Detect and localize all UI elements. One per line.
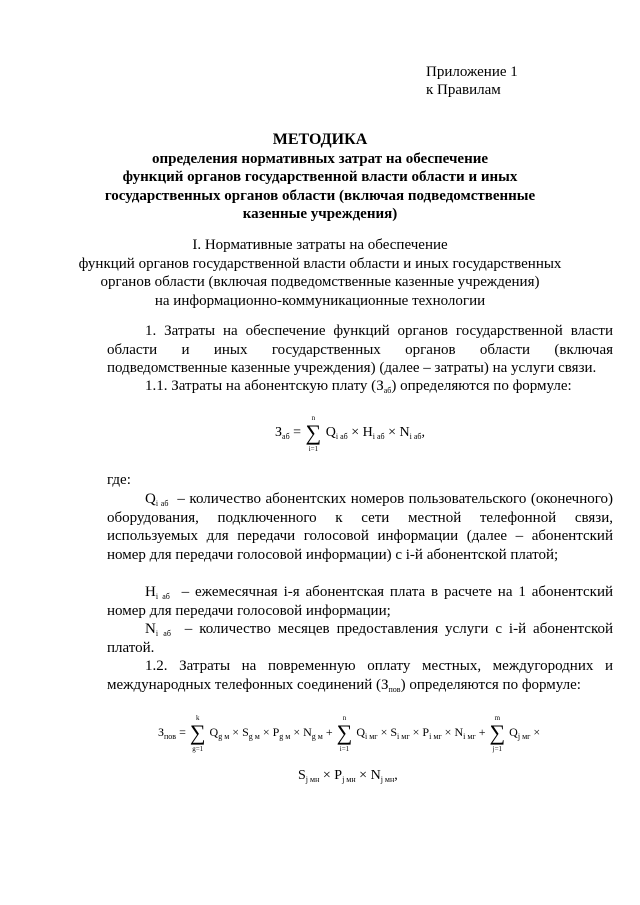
- f2-lhs: З: [158, 725, 165, 739]
- f2-a2: S: [242, 725, 249, 739]
- f2-c1: Q: [509, 725, 518, 739]
- section-line-4: на информационно-коммуникационные технологии: [154, 292, 486, 309]
- f2-c2-sub: j мн: [305, 775, 320, 784]
- p1-2-suffix: ) определяются по формуле:: [400, 676, 581, 693]
- f1-q: Q: [325, 425, 336, 440]
- f2-times: ×: [533, 725, 541, 739]
- f1-q-sub: i аб: [335, 432, 348, 441]
- f2-c4-sub: j мн: [380, 775, 395, 784]
- f1-times-1: ×: [351, 425, 360, 440]
- def-h-symbol: H: [145, 584, 156, 600]
- def-q-text: – количество абонентских номеров пользовательского (оконечного) оборудования, подключенного к сети местной телефонной связи, используемых для передачи голосовой информации (далее – абонентский номер для передачи голосовой информации) с i-й абонентской платой;: [107, 491, 614, 563]
- paragraph-1-2: [107, 657, 613, 694]
- f2-c1-sub: j мг: [517, 732, 531, 741]
- f2-times: ×: [444, 725, 452, 739]
- def-h-text: – ежемесячная i-я абонентская плата в расчете на 1 абонентский номер для передачи голосовой информации;: [107, 584, 613, 619]
- summation-icon: ∑ n i=1: [305, 414, 322, 453]
- title-sub-2: функций органов государственной власти области и иных: [122, 169, 518, 185]
- summation-icon: ∑ k g=1: [189, 714, 206, 753]
- f2-lhs-sub: пов: [164, 732, 177, 741]
- f2-b2: S: [390, 725, 398, 739]
- f2-times: ×: [412, 725, 420, 739]
- p1-2-prefix: 1.2. Затраты на повременную оплату местных, междугородних и международных телефонных соединений (: [107, 658, 613, 693]
- f1-sum-top: n: [311, 414, 316, 422]
- f1-times-2: ×: [388, 425, 396, 440]
- f2-plus-2: +: [478, 725, 486, 739]
- f2-eq: =: [179, 725, 186, 739]
- appendix-line-1: Приложение 1: [426, 64, 518, 80]
- title-main: МЕТОДИКА: [272, 131, 368, 148]
- f2-s1-bottom: g=1: [192, 745, 204, 753]
- definition-n: [107, 620, 613, 657]
- f1-h-sub: i аб: [372, 432, 385, 441]
- f2-times: ×: [359, 768, 368, 783]
- appendix-header: [426, 63, 518, 99]
- f1-eq: =: [293, 425, 302, 440]
- where-label: где:: [107, 472, 131, 488]
- formula-calls-line-2: [298, 768, 398, 784]
- section-heading: [60, 236, 580, 310]
- f2-end: ,: [394, 768, 398, 783]
- section-line-1: I. Нормативные затраты на обеспечение: [192, 237, 448, 253]
- definition-q: [107, 490, 613, 564]
- f2-s1-top: k: [195, 714, 200, 722]
- def-n-symbol: N: [145, 621, 156, 637]
- formula-calls: [158, 714, 541, 753]
- f2-s3-bottom: j=1: [492, 745, 503, 753]
- f2-a2-sub: g м: [248, 732, 260, 741]
- f2-times: ×: [262, 725, 270, 739]
- f2-a4: N: [303, 725, 312, 739]
- f1-sum-bottom: i=1: [308, 445, 319, 453]
- f2-b4: N: [454, 725, 464, 739]
- section-line-3: органов области (включая подведомственные казенные учреждения): [100, 274, 540, 290]
- f2-plus-1: +: [325, 725, 333, 739]
- formula-subscription: [275, 414, 425, 453]
- f2-a1: Q: [209, 725, 219, 739]
- f1-lhs-sub: аб: [282, 432, 290, 441]
- f2-b3: P: [422, 725, 430, 739]
- p1-1-prefix: 1.1. Затраты на абонентскую плату (: [145, 378, 377, 394]
- summation-icon: ∑ n i=1: [336, 714, 353, 753]
- p1-1-symbol-sub: аб: [383, 386, 392, 395]
- f2-c3: P: [334, 768, 343, 783]
- f2-times: ×: [293, 725, 301, 739]
- f1-h: H: [362, 425, 373, 440]
- p1-2-symbol: З: [381, 676, 389, 693]
- paragraph-1: 1. Затраты на обеспечение функций органов государственной власти области и иных государственных органов области (включая подведомственные казенные учреждения) (далее – затраты) на услуги связи.: [107, 323, 613, 376]
- def-n-sub: i аб: [155, 629, 171, 638]
- f2-s2-top: n: [342, 714, 347, 722]
- p1-2-symbol-sub: пов: [388, 684, 401, 694]
- definition-h: [107, 583, 613, 620]
- f2-s3-top: m: [494, 714, 501, 722]
- f1-end: ,: [421, 425, 425, 440]
- title-sub-4: казенные учреждения): [242, 206, 398, 222]
- title-sub-3: государственных органов области (включая подведомственные: [104, 187, 536, 204]
- section-line-2: функций органов государственной власти области и иных государственных: [78, 255, 562, 272]
- title-sub-1: определения нормативных затрат на обеспечение: [151, 150, 489, 167]
- f2-a3: P: [272, 725, 280, 739]
- f2-b1: Q: [356, 725, 365, 739]
- f2-c3-sub: j мн: [342, 775, 356, 784]
- def-h-sub: i аб: [155, 592, 170, 601]
- f2-b1-sub: i мг: [365, 732, 378, 741]
- f2-a3-sub: g м: [279, 732, 291, 741]
- document-title: [60, 131, 580, 224]
- def-n-text: – количество месяцев предоставления услуги с i-й абонентской платой.: [107, 621, 614, 656]
- f2-c4: N: [370, 768, 381, 783]
- f2-a1-sub: g м: [218, 732, 230, 741]
- def-q-sub: i аб: [155, 499, 169, 508]
- f2-times: ×: [322, 768, 331, 783]
- def-q-symbol: Q: [145, 491, 156, 507]
- f1-n-sub: i аб: [409, 432, 422, 441]
- f2-s2-bottom: i=1: [339, 745, 350, 753]
- f1-n: N: [399, 425, 410, 440]
- summation-icon: ∑ m j=1: [489, 714, 506, 753]
- p1-1-symbol: З: [376, 378, 384, 394]
- f2-b4-sub: i мг: [463, 732, 476, 741]
- p1-1-suffix: ) определяются по формуле:: [391, 378, 572, 394]
- f2-c2: S: [298, 768, 306, 783]
- f2-times: ×: [380, 725, 388, 739]
- f2-b2-sub: i мг: [397, 732, 410, 741]
- f2-a4-sub: g м: [311, 732, 323, 741]
- appendix-line-2: к Правилам: [426, 82, 501, 98]
- f2-b3-sub: i мг: [429, 732, 442, 741]
- f2-times: ×: [232, 725, 240, 739]
- paragraph-1-1: [107, 377, 613, 396]
- f1-lhs: З: [275, 425, 283, 440]
